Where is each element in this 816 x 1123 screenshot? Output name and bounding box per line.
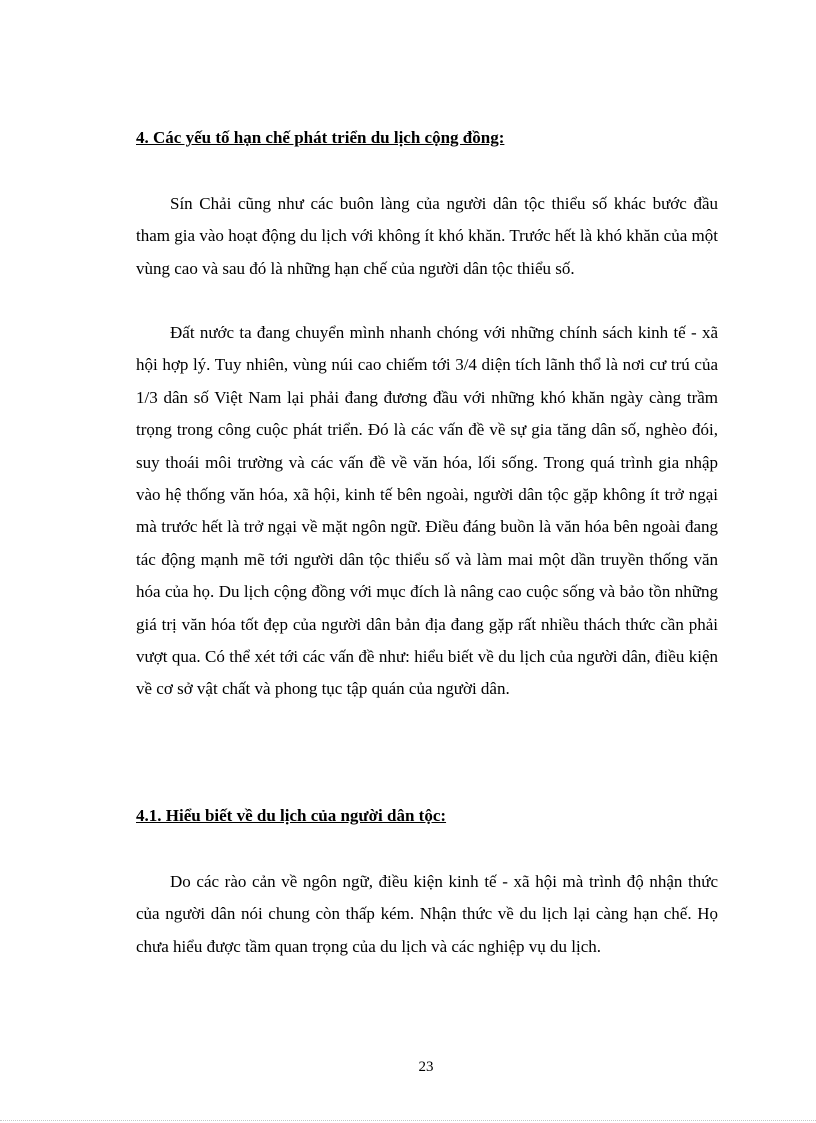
page-number: 23 — [418, 1059, 434, 1075]
paragraph-language-barriers: Do các rào cản về ngôn ngữ, điều kiện kinh tế - xã hội mà trình độ nhận thức của người dân nói chung còn thấp kém. Nhận thức về du lịch lại càng hạn chế. Họ chưa hiểu được tầm quan trọng của du lịch và các nghiệp vụ du lịch. — [136, 872, 718, 956]
section-heading-tourism-awareness: 4.1. Hiểu biết về du lịch của người dân tộc: — [136, 806, 447, 825]
page-bottom-divider — [0, 1120, 816, 1121]
section-heading-constraints: 4. Các yếu tố hạn chế phát triển du lịch cộng đồng: — [136, 128, 505, 147]
paragraph-sin-chai-intro: Sín Chải cũng như các buôn làng của người dân tộc thiểu số khác bước đầu tham gia vào hoạt động du lịch với không ít khó khăn. Trước hết là khó khăn của một vùng cao và sau đó là những hạn chế của người dân tộc thiểu số. — [136, 194, 718, 278]
paragraph-mountain-challenges: Đất nước ta đang chuyển mình nhanh chóng với những chính sách kinh tế - xã hội hợp lý. Tuy nhiên, vùng núi cao chiếm tới 3/4 diện tích lãnh thổ là nơi cư trú của 1/3 dân số Việt Nam lại phải đang đương đầu với những khó khăn ngày càng trầm trọng trong công cuộc phát triển. Đó là các vấn đề về sự gia tăng dân số, nghèo đói, suy thoái môi trường và các vấn đề về văn hóa, lối sống. Trong quá trình gia nhập vào hệ thống văn hóa, xã hội, kinh tế bên ngoài, người dân tộc gặp không ít trở ngại mà trước hết là trở ngại về mặt ngôn ngữ. Điều đáng buồn là văn hóa bên ngoài đang tác động mạnh mẽ tới người dân tộc thiểu số và làm mai một dần truyền thống văn hóa của họ. Du lịch cộng đồng với mục đích là nâng cao cuộc sống và bảo tồn những giá trị văn hóa tốt đẹp của người dân bản địa đang gặp rất nhiều thách thức cần phải vượt qua. Có thể xét tới các vấn đề như: hiểu biết về du lịch của người dân, điều kiện về cơ sở vật chất và phong tục tập quán của người dân. — [136, 323, 718, 699]
